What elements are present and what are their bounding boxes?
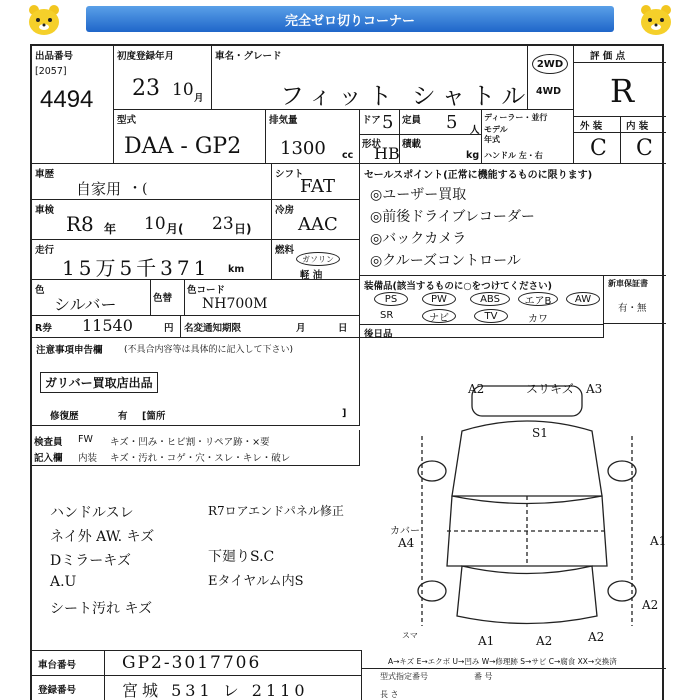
lot-label: 出品番号: [35, 51, 74, 62]
inspection-label: 車検: [35, 205, 55, 216]
inspection-cell: [32, 200, 272, 240]
chassis-label: 車台番号: [38, 660, 77, 671]
equip-abs: ABS: [470, 292, 510, 306]
doors-cell: [360, 110, 400, 164]
inspection-month-unit: 月(: [166, 222, 184, 236]
load-unit: kg: [466, 150, 480, 161]
diagram-mark: A2: [536, 634, 553, 648]
displacement-value: 1300: [280, 138, 326, 159]
warranty-label: 新車保証書: [608, 279, 648, 288]
equip-leather: カワ: [528, 314, 548, 325]
color-code: NH700M: [202, 296, 268, 312]
fuel-gasoline: ガソリン: [296, 252, 340, 266]
diagram-mark: A1: [650, 534, 667, 548]
int-label: 内 装: [626, 121, 649, 132]
shift-label: シフト: [275, 169, 304, 180]
header: [0, 0, 700, 40]
usage-label: 車歴: [35, 169, 55, 180]
diagram-mark: A4: [398, 536, 415, 550]
inspector-label2: 記入欄: [34, 453, 63, 464]
usage-suffix: ・(: [128, 181, 148, 197]
footer-length-label: 長 さ: [380, 690, 399, 699]
rating-cell: [574, 46, 666, 164]
inspection-day: 23: [212, 214, 234, 234]
plate-label: 登録番号: [38, 685, 77, 696]
equip-sr: SR: [380, 310, 394, 321]
type-value: DAA - GP2: [124, 134, 242, 159]
model-name-label: 車名・グレード: [215, 51, 282, 62]
inspector-cell: [32, 430, 360, 466]
lot-number: 4494: [40, 86, 94, 113]
equip-navi: ナビ: [422, 309, 456, 323]
load-label: 積載: [402, 139, 422, 150]
dealer-cell: [482, 110, 574, 164]
inspection-day-unit: 日): [234, 222, 252, 236]
selling-points-cell: [360, 164, 666, 276]
inspection-year-unit: 年: [104, 222, 117, 236]
equip-tv: TV: [474, 309, 508, 323]
hood-outline: [452, 421, 602, 504]
footer-cell: [362, 668, 666, 700]
displacement-cell: [266, 110, 360, 164]
chassis-cell: [32, 650, 362, 676]
color-change-label: 色替: [153, 293, 173, 304]
fw-label: FW: [78, 434, 93, 445]
mascot-bear-icon: [636, 2, 676, 38]
model-label: モデル: [484, 125, 508, 134]
diagram-mark: A3: [586, 382, 603, 396]
shape-label: 形状: [362, 139, 382, 150]
capacity-value: 5: [446, 112, 458, 133]
remark-left: ネイ外 AW. キズ: [50, 529, 155, 545]
usage-value: 自家用: [76, 180, 122, 198]
color-label: 色: [35, 285, 45, 296]
diagram-legend: A→キズ E→エクボ U→凹み W→修理跡 S→サビ C→腐食 XX→交換済: [388, 657, 617, 666]
notes-cell: [32, 338, 360, 426]
int-grade: C: [636, 136, 653, 161]
year-label: 年式: [484, 135, 500, 144]
footer-number-label: 番 号: [474, 672, 493, 681]
color-value: シルバー: [54, 295, 117, 314]
ext-grade: C: [590, 136, 607, 161]
chassis-value: GP2-3017706: [122, 653, 262, 673]
diagram-mark: スマ: [402, 631, 418, 640]
footer-spec-label: 型式指定番号: [380, 672, 428, 681]
aircon-label: 冷房: [275, 205, 295, 216]
inspector-label: 検査員: [34, 437, 63, 448]
mileage-label: 走行: [35, 245, 55, 256]
rating-label: 評 価 点: [590, 51, 626, 62]
drive-2wd: 2WD: [532, 54, 568, 74]
first-reg-year: 23: [132, 76, 160, 101]
aircon-cell: [272, 200, 360, 240]
equipment-cell: [360, 276, 604, 338]
equipment-label: 装備品(該当するものに○をつけてください): [364, 281, 552, 292]
model-name-value: フィット シャトル: [280, 82, 532, 110]
fuel-label: 燃料: [275, 245, 295, 256]
capacity-unit: 人: [470, 125, 480, 136]
lot-cell: [32, 46, 114, 164]
equip-ps: PS: [374, 292, 408, 306]
displacement-unit: cc: [342, 150, 354, 161]
equip-airbag: エアB: [518, 292, 558, 306]
type-label: 型式: [117, 115, 137, 126]
diagram-mark: A2: [642, 598, 659, 612]
first-reg-label: 初度登録年月: [117, 51, 175, 62]
recycle-label: R券: [35, 323, 52, 334]
displacement-label: 排気量: [269, 115, 298, 126]
trunk-outline: [457, 566, 597, 624]
equip-pw: PW: [422, 292, 456, 306]
shift-cell: [272, 164, 360, 200]
repair-close: ]: [342, 408, 347, 419]
recycle-unit: 円: [164, 323, 174, 334]
usage-cell: [32, 164, 272, 200]
name-change-month: 月: [296, 323, 306, 334]
fuel-cell: [272, 240, 360, 280]
mileage-value: 15万5千371: [62, 256, 211, 280]
selling-point-item: ◎クルーズコントロール: [370, 253, 521, 269]
shape-value: HB: [374, 144, 400, 163]
notes-sub: (不具合内容等は具体的に記入して下さい): [124, 345, 294, 355]
inspector-row2: キズ・汚れ・コゲ・穴・スレ・キレ・破レ: [110, 453, 291, 464]
plate-value: 宮城 531 レ 2110: [122, 681, 309, 700]
remark-right: Eタイヤルム内S: [208, 574, 304, 589]
auction-sheet: [30, 44, 667, 700]
repair-suffix: [箇所: [142, 411, 166, 422]
handle-label: ハンドル 左・右: [484, 151, 543, 160]
diagram-mark: A1: [478, 634, 495, 648]
doors-value: 5: [382, 112, 394, 133]
warranty-value: 有・無: [618, 303, 647, 314]
rear-seat-label: 後日品: [364, 329, 393, 340]
diagram-mark: スリキズ: [526, 382, 574, 396]
remark-right: R7ロアエンドパネル修正: [208, 504, 344, 518]
first-reg-month: 10: [172, 80, 194, 100]
inspector-row1: キズ・凹み・ヒビ割・リペア跡・×要: [110, 437, 270, 448]
name-change-label: 名変通知期限: [184, 323, 242, 334]
fuel-diesel: 軽 油: [300, 270, 323, 281]
equip-aw: AW: [566, 292, 600, 306]
color-code-label: 色コード: [187, 285, 226, 296]
rating-value: R: [610, 72, 635, 110]
diagram-mark: カバー: [390, 526, 420, 537]
doors-label: ドア: [362, 115, 381, 126]
mileage-unit: km: [228, 264, 245, 275]
interior-label: 内装: [78, 453, 98, 464]
capacity-label: 定員: [402, 115, 422, 126]
page-title-banner: 完全ゼロ切りコーナー: [86, 6, 614, 32]
lot-code: [2057]: [35, 66, 67, 77]
type-cell: [114, 110, 266, 164]
name-change-day: 日: [338, 323, 348, 334]
ext-label: 外 装: [580, 121, 603, 132]
diagram-mark: A2: [468, 382, 485, 396]
selling-point-item: ◎バックカメラ: [370, 231, 467, 247]
recycle-value: 11540: [82, 316, 133, 335]
repair-value: 有: [118, 411, 128, 422]
remark-left: ハンドルスレ: [50, 505, 134, 521]
mascot-bear-icon: [24, 2, 64, 38]
diagram-mark: A2: [588, 630, 605, 644]
capacity-cell: [400, 110, 482, 164]
mileage-cell: [32, 240, 272, 280]
selling-point-item: ◎前後ドライブレコーダー: [370, 209, 535, 225]
dealer-stamp: ガリバー買取店出品: [40, 372, 158, 393]
plate-cell: [32, 676, 362, 700]
first-reg-cell: [114, 46, 212, 110]
model-name-cell: [212, 46, 532, 110]
recycle-cell: [32, 316, 360, 338]
remark-left: シート汚れ キズ: [50, 601, 153, 617]
inspection-month: 10: [144, 214, 166, 234]
notes-label: 注意事項申告欄: [36, 345, 103, 356]
remark-left: Dミラーキズ: [50, 553, 131, 569]
drive-4wd: 4WD: [536, 86, 561, 97]
dealer-label: ディーラー・並行: [484, 113, 548, 122]
inspection-era: R8: [66, 212, 94, 236]
selling-points-label: セールスポイント(正常に機能するものに限ります): [364, 170, 593, 181]
first-reg-month-unit: 月: [194, 93, 204, 104]
remark-left: A.U: [50, 574, 77, 590]
diagram-mark: S1: [532, 426, 548, 440]
drive-cell: [528, 46, 574, 110]
aircon-value: AAC: [298, 214, 338, 235]
color-cell: [32, 280, 360, 316]
remark-right: 下廻りS.C: [208, 549, 275, 565]
warranty-cell: [604, 276, 666, 324]
selling-point-item: ◎ユーザー買取: [370, 187, 467, 203]
shift-value: FAT: [300, 176, 335, 197]
car-damage-diagram: [402, 376, 662, 646]
repair-label: 修復歴: [50, 411, 79, 422]
